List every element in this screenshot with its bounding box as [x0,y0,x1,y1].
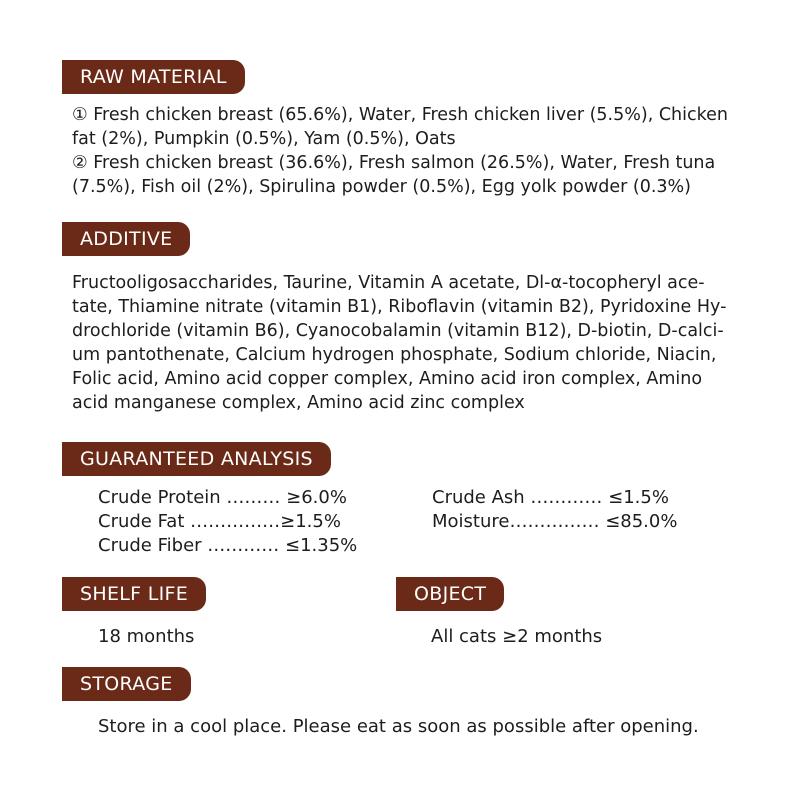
analysis-item-crude-fiber: Crude Fiber ………… ≤1.35% [98,535,358,556]
additive-heading: ADDITIVE [62,222,190,256]
additive-line: drochloride (vitamin B6), Cyanocobalamin (vitamin B12), D-biotin, D-calci- [72,321,724,341]
shelf-life-value: 18 months [98,626,195,647]
additive-line: Folic acid, Amino acid copper complex, Amino acid iron complex, Amino [72,369,703,389]
analysis-item-moisture: Moisture…………… ≤85.0% [432,511,678,532]
storage-value: Store in a cool place. Please eat as soon as possible after opening. [98,716,699,737]
object-value: All cats ≥2 months [431,626,603,647]
additive-text [72,271,740,415]
shelf-life-heading: SHELF LIFE [62,577,206,611]
guaranteed-analysis-heading: GUARANTEED ANALYSIS [62,442,331,476]
raw-material-line: ② Fresh chicken breast (36.6%), Fresh salmon (26.5%), Water, Fresh tuna [72,153,716,173]
storage-heading: STORAGE [62,667,191,701]
raw-material-line: (7.5%), Fish oil (2%), Spirulina powder (0.5%), Egg yolk powder (0.3%) [72,177,692,197]
analysis-item-crude-ash: Crude Ash ………… ≤1.5% [432,487,669,508]
additive-line: Fructooligosaccharides, Taurine, Vitamin A acetate, Dl-α-tocopheryl ace- [72,273,705,293]
additive-line: tate, Thiamine nitrate (vitamin B1), Riboflavin (vitamin B2), Pyridoxine Hy- [72,297,727,317]
raw-material-line: fat (2%), Pumpkin (0.5%), Yam (0.5%), Oats [72,129,456,149]
analysis-item-crude-fat: Crude Fat ……………≥1.5% [98,511,341,532]
object-heading: OBJECT [396,577,504,611]
additive-line: acid manganese complex, Amino acid zinc complex [72,393,525,413]
additive-line: um pantothenate, Calcium hydrogen phosphate, Sodium chloride, Niacin, [72,345,717,365]
raw-material-text [72,103,740,199]
raw-material-line: ① Fresh chicken breast (65.6%), Water, Fresh chicken liver (5.5%), Chicken [72,105,728,125]
raw-material-heading: RAW MATERIAL [62,60,245,94]
analysis-item-crude-protein: Crude Protein ……… ≥6.0% [98,487,347,508]
